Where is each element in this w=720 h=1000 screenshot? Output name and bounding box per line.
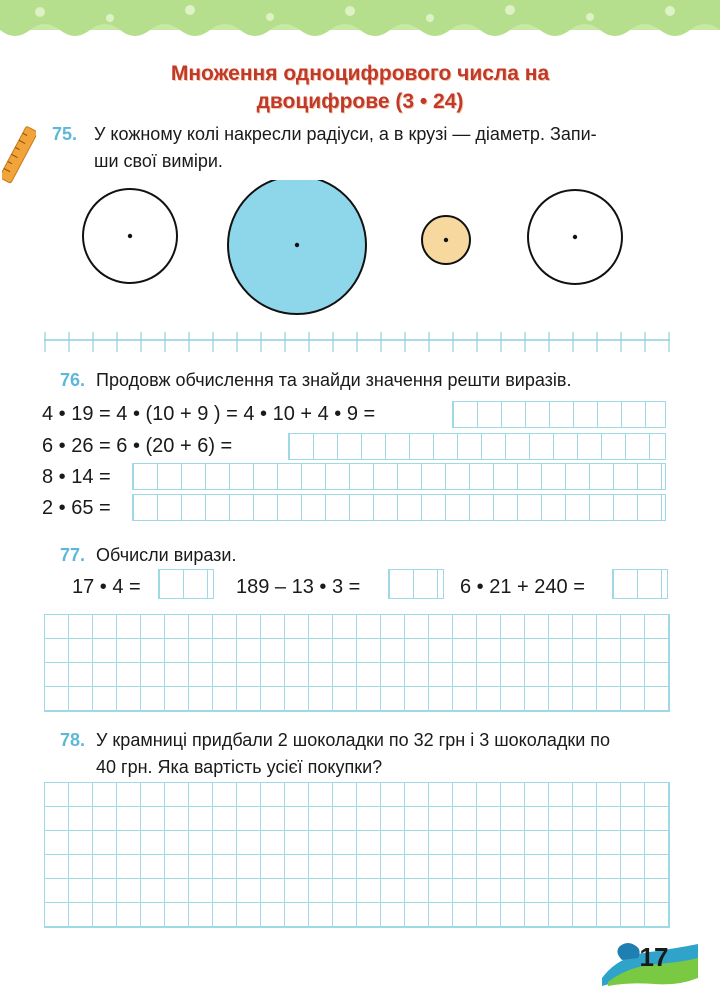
circle-1-center [128, 234, 132, 238]
task-76-text: Продовж обчислення та знайди значення решти виразів. [96, 370, 572, 390]
answer-box-row-3[interactable] [132, 463, 666, 490]
answer-box-77-1[interactable] [158, 569, 214, 599]
work-grid-78[interactable] [44, 782, 670, 928]
answer-box-row-1[interactable] [452, 401, 666, 428]
task-78-text-line1: У крамниці придбали 2 шоколадки по 32 грн і 3 шоколадки по [96, 730, 611, 750]
expression-row-3: 8 • 14 = [42, 466, 111, 488]
ruler-icon [2, 124, 36, 186]
work-grid-77[interactable] [44, 614, 670, 712]
task-77-number: 77. [60, 545, 86, 565]
answer-box-row-4[interactable] [132, 494, 666, 521]
task-75-text-line2: ши свої виміри. [94, 151, 223, 171]
expression-77-1: 17 • 4 = [72, 576, 141, 598]
task-78-text [96, 727, 696, 781]
task-78-number: 78. [60, 730, 86, 750]
answer-box-row-2[interactable] [288, 433, 666, 460]
page-title-line1: Множення одноцифрового числа на [170, 62, 550, 85]
expression-row-2: 6 • 26 = 6 • (20 + 6) = [42, 435, 233, 457]
expression-row-1: 4 • 19 = 4 • (10 + 9 ) = 4 • 10 + 4 • 9 = [42, 403, 376, 425]
task-75-text [94, 121, 684, 175]
expression-77-2: 189 – 13 • 3 = [236, 576, 361, 598]
small-disc-center [444, 238, 448, 242]
answer-ruler-line[interactable] [44, 328, 672, 354]
answer-box-77-2[interactable] [388, 569, 444, 599]
circle-2-center [573, 235, 577, 239]
answer-box-77-3[interactable] [612, 569, 668, 599]
filled-disc-center [295, 243, 299, 247]
circles-figure [0, 180, 720, 320]
expression-77-3: 6 • 21 + 240 = [460, 576, 585, 598]
task-78-text-line2: 40 грн. Яка вартість усієї покупки? [96, 757, 383, 777]
task-75-text-line1: У кожному колі накресли радіуси, а в крузі — діаметр. Запи- [94, 124, 597, 144]
task-77-text: Обчисли вирази. [96, 545, 237, 565]
task-75-number: 75. [52, 124, 78, 144]
decorative-top-band [0, 0, 720, 46]
page-number: 17 [639, 942, 669, 972]
expression-row-4: 2 • 65 = [42, 497, 111, 519]
page-title-line2: двоцифрове (3 • 24) [256, 90, 464, 113]
task-76-number: 76. [60, 370, 86, 390]
